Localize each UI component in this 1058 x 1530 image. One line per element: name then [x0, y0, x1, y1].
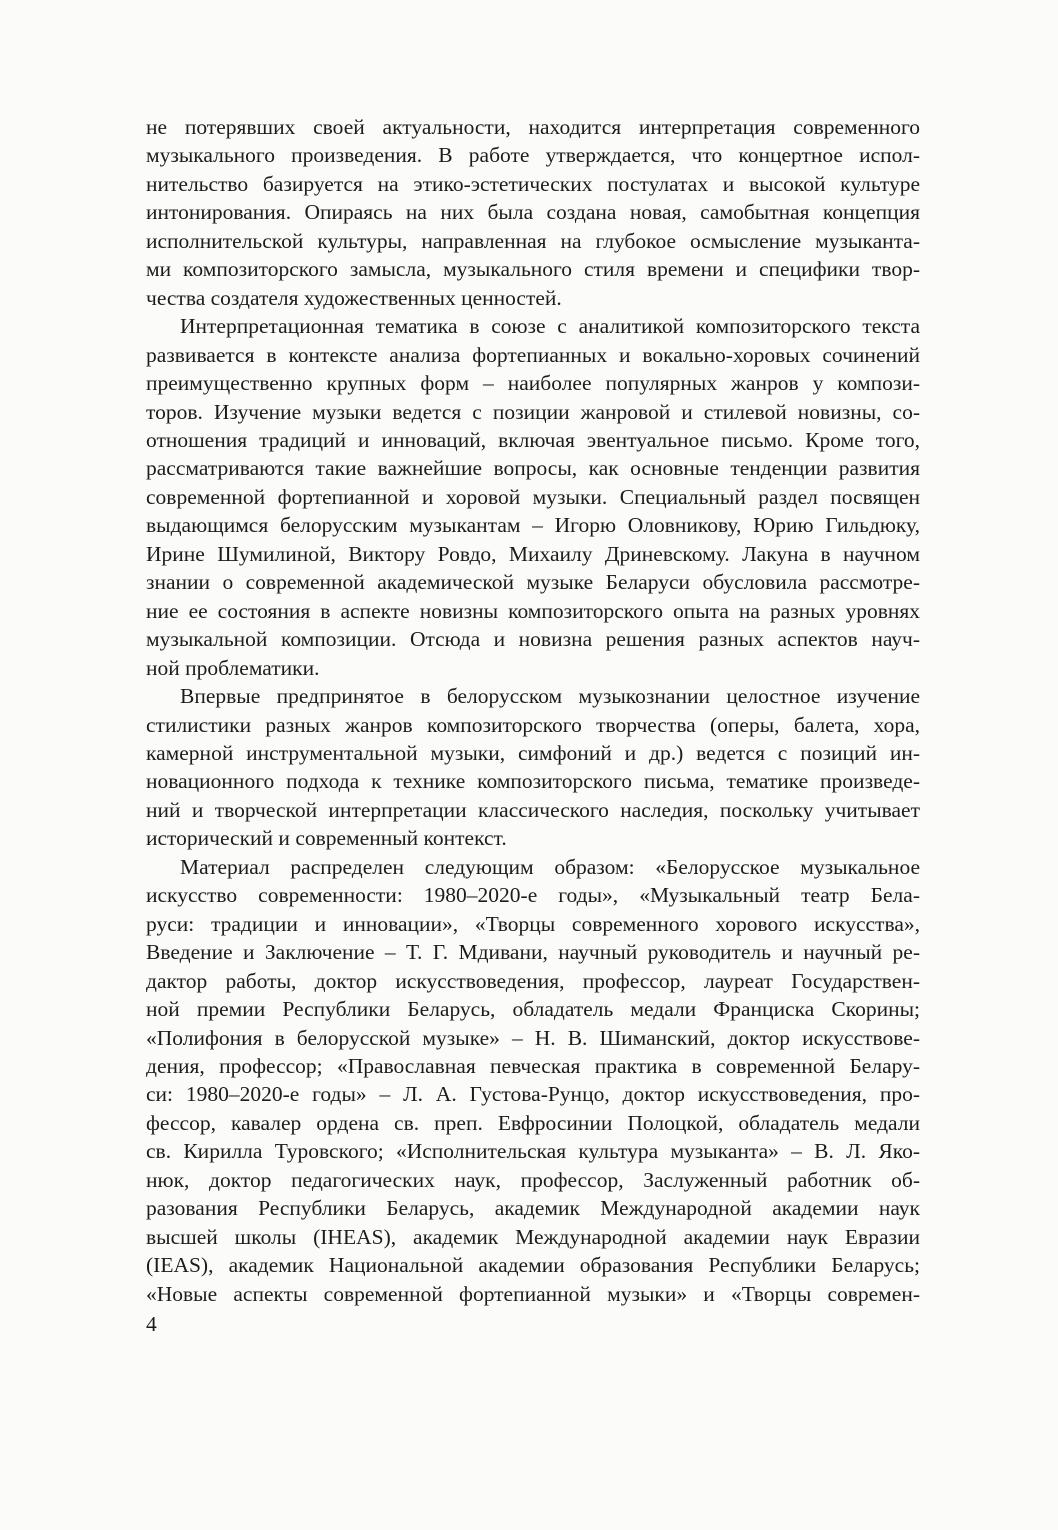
text-line: Введение и Заключение – Т. Г. Мдивани, научный руководитель и научный ре-	[146, 940, 920, 965]
text-line: дактор работы, доктор искусствоведения, профессор, лауреат Государствен-	[146, 968, 920, 993]
text-line: ми композиторского замысла, музыкального стиля времени и специфики твор-	[146, 257, 920, 282]
text-line: ной проблематики.	[146, 655, 320, 680]
page-number: 4	[146, 1312, 157, 1336]
text-line: знании о современной академической музыке Беларуси обусловила рассмотре-	[146, 570, 920, 595]
text-line: нительство базируется на этико-эстетических постулатах и высокой культуре	[146, 171, 920, 196]
text-line: не потерявших своей актуальности, находится интерпретация современного	[146, 115, 920, 139]
text-line: исполнительской культуры, направленная на глубокое осмысление музыканта-	[146, 228, 920, 253]
page-text	[146, 113, 920, 1308]
text-line: новационного подхода к технике композиторского письма, тематике произведе-	[146, 769, 920, 794]
text-line: камерной инструментальной музыки, симфоний и др.) ведется с позиций ин-	[146, 740, 920, 765]
paragraph	[146, 853, 920, 1308]
text-line: св. Кирилла Туровского; «Исполнительская культура музыканта» – В. Л. Яко-	[146, 1139, 920, 1164]
text-line: руси: традиции и инновации», «Творцы современного хорового искусства»,	[146, 911, 920, 936]
text-line: Впервые предпринятое в белорусском музыкознании целостное изучение	[180, 684, 920, 709]
text-line: разования Республики Беларусь, академик Международной академии наук	[146, 1196, 920, 1221]
text-line: рассматриваются такие важнейшие вопросы, как основные тенденции развития	[146, 456, 920, 481]
text-line: развивается в контексте анализа фортепианных и вокально-хоровых сочинений	[146, 342, 920, 367]
text-line: «Полифония в белорусской музыке» – Н. В. Шиманский, доктор искусствове-	[146, 1025, 920, 1050]
text-line: отношения традиций и инноваций, включая эвентуальное письмо. Кроме того,	[146, 427, 920, 452]
text-line: нюк, доктор педагогических наук, профессор, Заслуженный работник об-	[146, 1167, 920, 1192]
text-line: искусство современности: 1980–2020-е годы», «Музыкальный театр Бела-	[146, 883, 920, 908]
text-line: (IEAS), академик Национальной академии образования Республики Беларусь;	[146, 1253, 920, 1278]
text-line: торов. Изучение музыки ведется с позиции жанровой и стилевой новизны, со-	[146, 399, 920, 424]
text-line: Материал распределен следующим образом: «Белорусское музыкальное	[180, 854, 920, 879]
text-line: дения, профессор; «Православная певческая практика в современной Белару-	[146, 1053, 920, 1078]
paragraph	[146, 312, 920, 682]
text-line: выдающимся белорусским музыкантам – Игорю Оловникову, Юрию Гильдюку,	[146, 513, 920, 538]
text-line: ние ее состояния в аспекте новизны композиторского опыта на разных уровнях	[146, 598, 920, 623]
text-line: чества создателя художественных ценностей.	[146, 285, 562, 310]
text-line: высшей школы (IHEAS), академик Международной академии наук Евразии	[146, 1224, 920, 1249]
text-line: интонирования. Опираясь на них была создана новая, самобытная концепция	[146, 200, 920, 225]
paragraph	[146, 113, 920, 312]
text-line: фессор, кавалер ордена св. преп. Евфросинии Полоцкой, обладатель медали	[146, 1110, 920, 1135]
text-line: стилистики разных жанров композиторского творчества (оперы, балета, хора,	[146, 712, 920, 737]
text-line: Интерпретационная тематика в союзе с аналитикой композиторского текста	[180, 314, 920, 339]
text-line: преимущественно крупных форм – наиболее популярных жанров у компози-	[146, 371, 920, 396]
text-line: музыкального произведения. В работе утверждается, что концертное испол-	[146, 143, 920, 168]
text-line: исторический и современный контекст.	[146, 826, 507, 851]
text-line: современной фортепианной и хоровой музыки. Специальный раздел посвящен	[146, 484, 920, 509]
text-line: музыкальной композиции. Отсюда и новизна решения разных аспектов науч-	[146, 627, 920, 652]
paragraph	[146, 682, 920, 853]
text-line: ний и творческой интерпретации классического наследия, поскольку учитывает	[146, 797, 920, 822]
text-line: Ирине Шумилиной, Виктору Ровдо, Михаилу Дриневскому. Лакуна в научном	[146, 541, 920, 566]
text-line: ной премии Республики Беларусь, обладатель медали Франциска Скорины;	[146, 997, 920, 1022]
text-line: си: 1980–2020-е годы» – Л. А. Густова-Рунцо, доктор искусствоведения, про-	[146, 1082, 920, 1107]
text-line: «Новые аспекты современной фортепианной музыки» и «Творцы современ-	[146, 1281, 920, 1306]
